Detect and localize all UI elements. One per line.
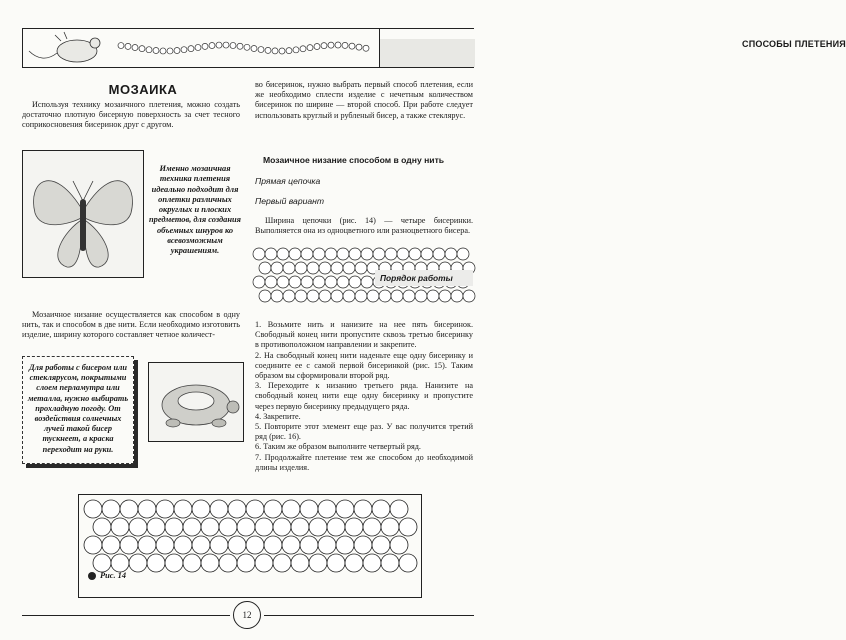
- bead-circle: [237, 43, 243, 49]
- bead-circle: [318, 536, 336, 554]
- bead-circle: [102, 536, 120, 554]
- bead-circle: [373, 248, 385, 260]
- bead-circle: [138, 536, 156, 554]
- bead-circle: [223, 42, 229, 48]
- bead-circle: [84, 536, 102, 554]
- section-subheading: Мозаичное низание способом в одну нить: [263, 155, 445, 165]
- bead-circle: [355, 262, 367, 274]
- bead-circle: [118, 43, 124, 49]
- bead-circle: [167, 48, 173, 54]
- page-title: МОЗАИКА: [108, 82, 178, 97]
- bead-circle: [363, 45, 369, 51]
- bead-circle: [201, 518, 219, 536]
- bead-circle: [390, 500, 408, 518]
- bead-circle: [300, 46, 306, 52]
- bead-circle: [372, 536, 390, 554]
- step-item: 1. Возьмите нить и нанизите на нее пять бисеринок. Свободный конец нити пропустите сквозь третью бисеринку в противоположном направлении и закрепите.: [255, 320, 473, 350]
- bead-circle: [228, 500, 246, 518]
- bead-circle: [129, 554, 147, 572]
- bead-circle: [354, 500, 372, 518]
- caption-bullet-icon: [88, 572, 96, 580]
- footer-rule-right: [264, 615, 474, 616]
- bead-circle: [264, 500, 282, 518]
- step-item: 2. На свободный конец нити наденьте еще одну бисеринку и соедините ее с самой первой бисеринкой (рис. 15). Таким образом вы сформировали второй ряд.: [255, 350, 473, 381]
- header-title-panel: [379, 29, 846, 67]
- tip-note: Для работы с бисером или стеклярусом, покрытыми слоем перламутра или металла, нужно выбирать прохладную погоду. От воздействия солнечных лучей такой бисер тускнеет, а краска переходит на руки.: [22, 356, 134, 464]
- bead-circle: [255, 518, 273, 536]
- bead-circle: [289, 248, 301, 260]
- bead-circle: [93, 554, 111, 572]
- bead-circle: [319, 262, 331, 274]
- continuation-paragraph: [255, 80, 473, 121]
- bead-circle: [277, 276, 289, 288]
- bead-circle: [313, 248, 325, 260]
- bead-circle: [265, 47, 271, 53]
- bead-circle: [301, 276, 313, 288]
- bead-circle: [210, 536, 228, 554]
- bead-circle: [367, 290, 379, 302]
- bead-circle: [244, 44, 250, 50]
- bead-circle: [439, 290, 451, 302]
- bead-circle: [283, 262, 295, 274]
- footer-rule-left: [22, 615, 230, 616]
- bead-circle: [421, 248, 433, 260]
- bead-circle: [381, 518, 399, 536]
- bead-circle: [327, 518, 345, 536]
- bead-circle: [174, 500, 192, 518]
- bead-circle: [354, 536, 372, 554]
- bead-circle: [445, 248, 457, 260]
- bead-circle: [181, 47, 187, 53]
- figure-14-frame: [78, 494, 422, 598]
- bead-circle: [343, 262, 355, 274]
- bead-circle: [160, 48, 166, 54]
- bead-circle: [251, 45, 257, 51]
- bead-circle: [201, 554, 219, 572]
- bead-circle: [415, 290, 427, 302]
- continuation-text: во бисеринок, нужно выбрать первый способ плетения, если же необходимо сплести изделие с нечетным количеством бисеринок по ширине — второй способ. При работе следует использовать круглый и рубленый бисер, а также стеклярус.: [255, 80, 473, 120]
- bead-circle: [293, 47, 299, 53]
- bead-circle: [345, 554, 363, 572]
- bead-circle: [271, 290, 283, 302]
- bead-circle: [343, 290, 355, 302]
- bead-circle: [174, 536, 192, 554]
- bead-circle: [255, 554, 273, 572]
- bead-circle: [336, 500, 354, 518]
- bead-circle: [342, 42, 348, 48]
- bead-circle: [147, 518, 165, 536]
- bead-circle: [147, 554, 165, 572]
- mosaic-paragraph: [22, 310, 240, 341]
- step-item: 3. Переходите к низанию третьего ряда. Нанизите на свободный конец нити еще одну бисеринку и пропустите через первую бисеринку предыдущего ряда.: [255, 381, 473, 411]
- bead-circle: [307, 262, 319, 274]
- bead-circle: [153, 48, 159, 54]
- bead-circle: [265, 248, 277, 260]
- bead-circle: [259, 290, 271, 302]
- bead-circle: [102, 500, 120, 518]
- chain-paragraph: [255, 216, 473, 236]
- bead-circle: [289, 276, 301, 288]
- bead-circle: [321, 43, 327, 49]
- bead-circle: [246, 536, 264, 554]
- bead-circle: [336, 536, 354, 554]
- bead-circle: [219, 518, 237, 536]
- bead-circle: [337, 276, 349, 288]
- bead-circle: [391, 290, 403, 302]
- bead-circle: [314, 44, 320, 50]
- bead-circle: [327, 554, 345, 572]
- bead-circle: [265, 276, 277, 288]
- bead-circle: [356, 44, 362, 50]
- bead-circle: [279, 48, 285, 54]
- bead-circle: [291, 518, 309, 536]
- bead-circle: [283, 290, 295, 302]
- bead-circle: [318, 500, 336, 518]
- bead-circle: [433, 248, 445, 260]
- bead-circle: [349, 248, 361, 260]
- step-item: 4. Закрепите.: [255, 411, 301, 421]
- bead-circle: [381, 554, 399, 572]
- variant-label: Первый вариант: [255, 196, 325, 206]
- bead-circle: [139, 46, 145, 52]
- bead-circle: [372, 500, 390, 518]
- bead-circle: [301, 248, 313, 260]
- bead-circle: [349, 43, 355, 49]
- bead-circle: [379, 290, 391, 302]
- bead-circle: [307, 45, 313, 51]
- bead-circle: [409, 248, 421, 260]
- bead-circle: [183, 518, 201, 536]
- bead-circle: [259, 262, 271, 274]
- step-item: 5. Повторите этот элемент еще раз. У вас получится третий ряд (рис. 16).: [255, 422, 473, 442]
- bead-circle: [174, 47, 180, 53]
- chain-label: Прямая цепочка: [255, 176, 321, 186]
- bead-circle: [295, 262, 307, 274]
- turtle-photo-frame: [148, 362, 244, 442]
- bead-circle: [253, 248, 265, 260]
- bead-circle: [361, 248, 373, 260]
- bead-circle: [188, 46, 194, 52]
- bead-circle: [192, 500, 210, 518]
- bead-circle: [93, 518, 111, 536]
- bead-circle: [277, 248, 289, 260]
- bead-circle: [313, 276, 325, 288]
- bead-circle: [427, 290, 439, 302]
- bead-circle: [264, 536, 282, 554]
- bead-circle: [111, 518, 129, 536]
- bead-circle: [286, 48, 292, 54]
- bead-circle: [325, 248, 337, 260]
- chain-text: Ширина цепочки (рис. 14) — четыре бисеринки. Выполняется она из одноцветного или разноцветного бисера.: [255, 216, 473, 236]
- beaded-mouse-decoration: [25, 31, 377, 65]
- bead-circle: [258, 47, 264, 53]
- bead-circle: [183, 554, 201, 572]
- bead-circle: [156, 500, 174, 518]
- bead-circle: [165, 518, 183, 536]
- bead-circle: [309, 518, 327, 536]
- bead-circle: [209, 43, 215, 49]
- bead-circle: [457, 248, 469, 260]
- figure-14-bead-grid: [83, 499, 417, 575]
- bead-circle: [345, 518, 363, 536]
- bead-circle: [156, 536, 174, 554]
- bead-circle: [120, 536, 138, 554]
- bead-circle: [331, 290, 343, 302]
- bead-circle: [195, 44, 201, 50]
- bead-circle: [399, 554, 417, 572]
- bead-circle: [282, 536, 300, 554]
- bead-circle: [125, 43, 131, 49]
- bead-circle: [399, 518, 417, 536]
- page-number: 12: [233, 601, 261, 629]
- mosaic-text: Мозаичное низание осуществляется как способом в одну нить, так и способом в две нити. Если необходимо изготовить изделие, ширину которого составляет четное количест-: [22, 310, 240, 340]
- bead-circle: [300, 536, 318, 554]
- figure-14-caption: Рис. 14: [100, 571, 127, 580]
- bead-circle: [165, 554, 183, 572]
- bead-circle: [325, 276, 337, 288]
- bead-circle: [202, 43, 208, 49]
- bead-circle: [463, 290, 475, 302]
- bead-circle: [146, 47, 152, 53]
- bead-circle: [273, 518, 291, 536]
- bead-circle: [390, 536, 408, 554]
- steps-list: [255, 320, 473, 473]
- step-item: 6. Таким же образом выполните четвертый ряд.: [255, 442, 421, 452]
- bead-circle: [228, 536, 246, 554]
- bead-circle: [307, 290, 319, 302]
- bead-circle: [84, 500, 102, 518]
- bead-circle: [210, 500, 228, 518]
- bead-circle: [355, 290, 367, 302]
- bead-circle: [246, 500, 264, 518]
- bead-circle: [132, 44, 138, 50]
- procedure-label: Порядок работы: [380, 273, 453, 283]
- bead-circle: [335, 42, 341, 48]
- bead-circle: [111, 554, 129, 572]
- bead-circle: [253, 276, 265, 288]
- butterfly-caption: Именно мозаичная техника плетения идеально подходит для оплетки различных округлых и плоских предметов, для создания объемных шнуров ко всевозможным украшениям.: [149, 164, 241, 256]
- bead-circle: [363, 518, 381, 536]
- procedure-label-box: [380, 268, 466, 283]
- bead-circle: [282, 500, 300, 518]
- bead-circle: [319, 290, 331, 302]
- intro-paragraph: [22, 100, 240, 131]
- bead-circle: [237, 518, 255, 536]
- intro-text: Используя технику мозаичного плетения, можно создать достаточно плотную бисерную поверхность за счет тесного соприкосновения бисеринок друг с другом.: [22, 100, 240, 130]
- beaded-turtle-image: [149, 363, 243, 441]
- bead-circle: [331, 262, 343, 274]
- bead-circle: [230, 42, 236, 48]
- bead-circle: [363, 554, 381, 572]
- bead-circle: [120, 500, 138, 518]
- bead-circle: [300, 500, 318, 518]
- bead-circle: [309, 554, 327, 572]
- bead-circle: [219, 554, 237, 572]
- bead-circle: [451, 290, 463, 302]
- bead-circle: [349, 276, 361, 288]
- bead-circle: [138, 500, 156, 518]
- bead-circle: [237, 554, 255, 572]
- bead-circle: [271, 262, 283, 274]
- bead-circle: [295, 290, 307, 302]
- bead-circle: [129, 518, 147, 536]
- section-title: СПОСОБЫ ПЛЕТЕНИЯ: [742, 39, 846, 49]
- bead-circle: [397, 248, 409, 260]
- bead-circle: [273, 554, 291, 572]
- beaded-butterfly-image: [23, 151, 143, 277]
- bead-circle: [328, 42, 334, 48]
- bead-circle: [216, 42, 222, 48]
- bead-circle: [337, 248, 349, 260]
- step-item: 7. Продолжайте плетение тем же способом до необходимой длины изделия.: [255, 452, 473, 472]
- bead-circle: [192, 536, 210, 554]
- butterfly-photo-frame: [22, 150, 144, 278]
- bead-circle: [385, 248, 397, 260]
- bead-circle: [291, 554, 309, 572]
- bead-circle: [361, 276, 373, 288]
- bead-circle: [272, 48, 278, 54]
- header-banner: [22, 28, 846, 68]
- bead-circle: [403, 290, 415, 302]
